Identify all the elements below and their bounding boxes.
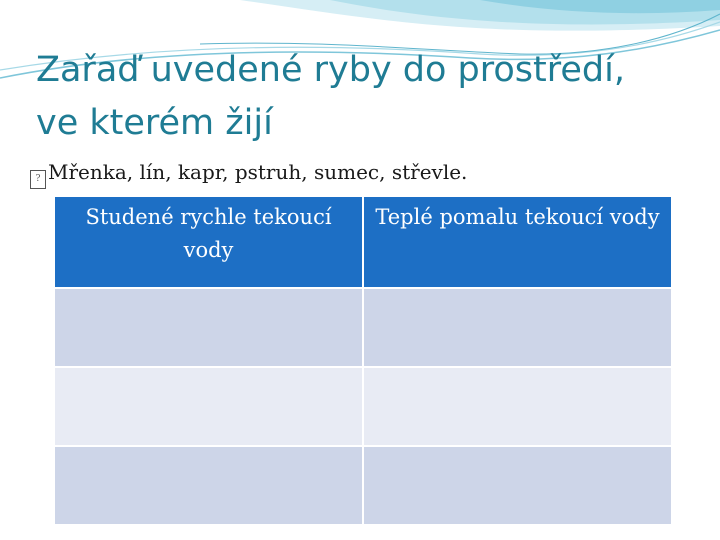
table-header-row bbox=[54, 196, 672, 288]
table-cell-cold bbox=[54, 367, 363, 446]
header-warm-slow-water: Teplé pomalu tekoucí vody bbox=[363, 196, 672, 288]
table-cell-warm bbox=[363, 288, 672, 367]
bullet-glyph-icon: ? bbox=[30, 170, 46, 189]
table-row bbox=[54, 288, 672, 367]
table-cell-warm bbox=[363, 446, 672, 525]
table-row bbox=[54, 367, 672, 446]
table-cell-warm bbox=[363, 367, 672, 446]
slide-title bbox=[36, 44, 696, 150]
title-line-1: Zařaď uvedené ryby do prostředí, bbox=[36, 50, 625, 90]
table-row bbox=[54, 446, 672, 525]
habitat-sorting-table bbox=[53, 195, 673, 526]
title-line-2: ve kterém žijí bbox=[36, 103, 273, 143]
header-cold-fast-water: Studené rychle tekoucí vody bbox=[54, 196, 363, 288]
table-cell-cold bbox=[54, 446, 363, 525]
fish-list-bullet bbox=[30, 160, 690, 189]
fish-list-text: Mřenka, lín, kapr, pstruh, sumec, střevle. bbox=[48, 160, 468, 184]
table-cell-cold bbox=[54, 288, 363, 367]
